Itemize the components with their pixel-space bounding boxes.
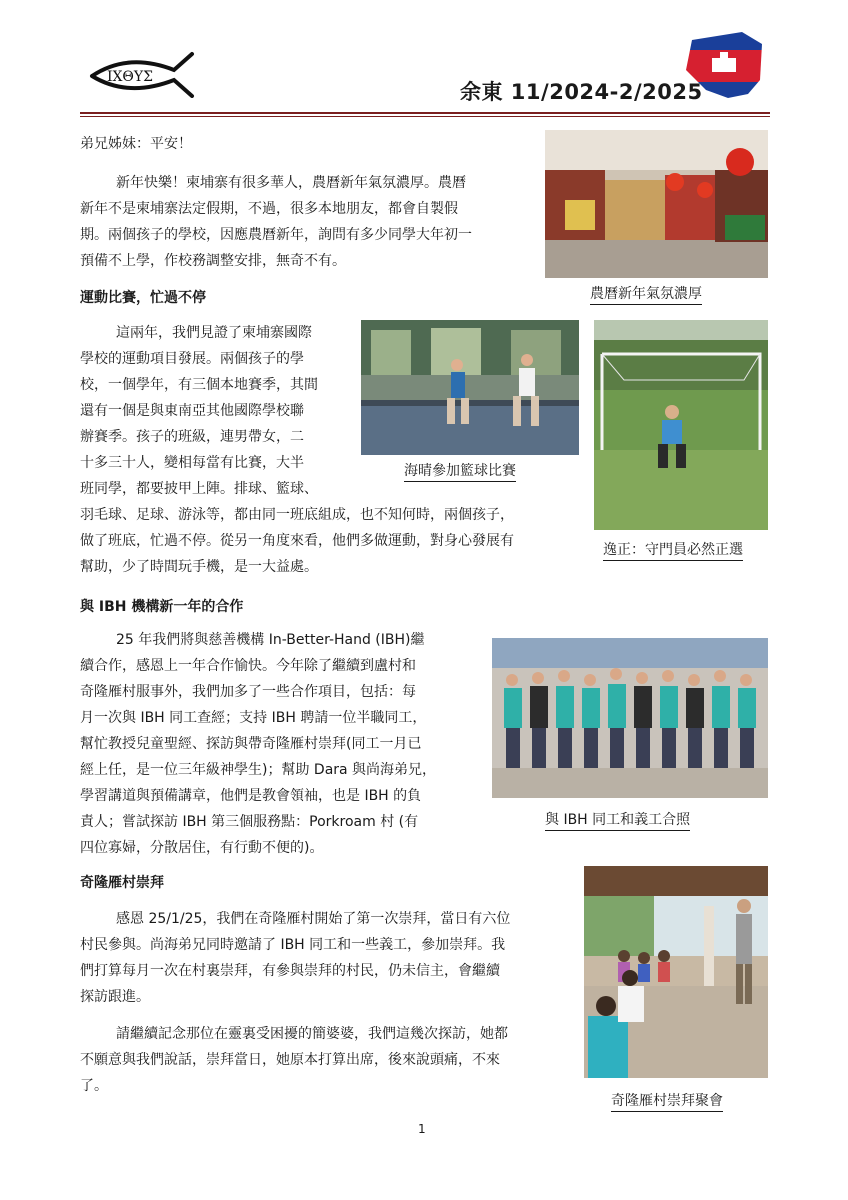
logo-text: ΙΧΘΥΣ — [106, 69, 154, 85]
sports-line: 十多三十人，變相每當有比賽，大半 — [80, 455, 304, 471]
ichthys-fish-icon — [88, 50, 196, 98]
new-year-market-photo — [545, 130, 768, 278]
worship-line: 不願意與我們說話，崇拜當日，她原本打算出席，後來說頭痛，不來 — [80, 1052, 500, 1068]
sports-line: 做了班底，忙過不停。從另一角度來看，他們多做運動，對身心發展有 — [80, 533, 514, 549]
sports-line: 辦賽季。孩子的班級，連男帶女，二 — [80, 429, 304, 445]
ibh-line: 奇隆雁村服事外，我們加多了一些合作項目，包括：每 — [80, 684, 416, 700]
worship-line: 請繼續記念那位在靈裏受困擾的簡婆婆，我們這幾次探訪，她都 — [116, 1026, 508, 1042]
worship-line: 們打算每月一次在村裏崇拜，有參與崇拜的村民，仍未信主，會繼續 — [80, 963, 500, 979]
caption-worship: 奇隆雁村崇拜聚會 — [611, 1091, 723, 1112]
worship-line: 村民參與。尚海弟兄同時邀請了 IBH 同工和一些義工，參加崇拜。我 — [80, 937, 506, 953]
sports-line: 學校的運動項目發展。兩個孩子的學 — [80, 351, 304, 367]
ibh-line: 學習講道與預備講章，他們是教會領袖，也是 IBH 的負 — [80, 788, 422, 804]
header-divider — [80, 112, 770, 114]
village-worship-photo — [584, 866, 768, 1078]
caption-new-year: 農曆新年氣氛濃厚 — [590, 284, 702, 305]
intro-line: 預備不上學，作校務調整安排，無奇不有。 — [80, 253, 346, 269]
sports-line: 校，一個學年，有三個本地賽季，其間 — [80, 377, 318, 393]
ibh-line: 25 年我們將與慈善機構 In-Better-Hand (IBH)繼 — [116, 632, 425, 648]
ibh-line: 月一次與 IBH 同工查經；支持 IBH 聘請一位半職同工， — [80, 710, 427, 726]
sports-line: 還有一個是與東南亞其他國際學校聯 — [80, 403, 304, 419]
ibh-line: 四位寡婦，分散居住，有行動不便的)。 — [80, 840, 324, 856]
goalkeeper-photo — [594, 320, 768, 530]
sports-line: 幫助，少了時間玩手機，是一大益處。 — [80, 559, 318, 575]
worship-line: 探訪跟進。 — [80, 989, 150, 1005]
section-heading-worship: 奇隆雁村崇拜 — [80, 875, 164, 891]
section-heading-ibh: 與 IBH 機構新一年的合作 — [80, 599, 244, 615]
ibh-line: 經上任，是一位三年級神學生)；幫助 Dara 與尚海弟兄， — [80, 762, 437, 778]
header-divider-thin — [80, 116, 770, 117]
ibh-line: 責人；嘗試探訪 IBH 第三個服務點：Porkroam 村 (有 — [80, 814, 419, 830]
sports-line: 班同學，都要披甲上陣。排球、籃球、 — [80, 481, 318, 497]
basketball-photo — [361, 320, 579, 455]
caption-basketball: 海晴參加籃球比賽 — [404, 461, 516, 482]
newsletter-title: 余東 11/2024-2/2025 — [460, 80, 703, 104]
worship-line: 了。 — [80, 1078, 108, 1094]
intro-line: 新年不是柬埔寨法定假期，不過，很多本地朋友，都會自製假 — [80, 201, 458, 217]
ibh-line: 幫忙教授兒童聖經、探訪與帶奇隆雁村崇拜(同工一月已 — [80, 736, 422, 752]
intro-line: 新年快樂！柬埔寨有很多華人，農曆新年氣氛濃厚。農曆 — [116, 175, 466, 191]
caption-goalkeeper: 逸正：守門員必然正選 — [603, 540, 743, 561]
intro-line: 期。兩個孩子的學校，因應農曆新年，詢問有多少同學大年初一 — [80, 227, 472, 243]
greeting: 弟兄姊妹：平安！ — [80, 136, 192, 152]
page-number: 1 — [418, 1122, 426, 1136]
section-heading-sports: 運動比賽，忙過不停 — [80, 290, 206, 306]
sports-line: 這兩年，我們見證了柬埔寨國際 — [116, 325, 312, 341]
sports-line: 羽毛球、足球、游泳等，都由同一班底組成，也不知何時，兩個孩子， — [80, 507, 514, 523]
ibh-group-photo — [492, 638, 768, 798]
caption-ibh-group: 與 IBH 同工和義工合照 — [545, 810, 690, 831]
ibh-line: 續合作，感恩上一年合作愉快。今年除了繼續到盧村和 — [80, 658, 416, 674]
worship-line: 感恩 25/1/25，我們在奇隆雁村開始了第一次崇拜，當日有六位 — [116, 911, 511, 927]
